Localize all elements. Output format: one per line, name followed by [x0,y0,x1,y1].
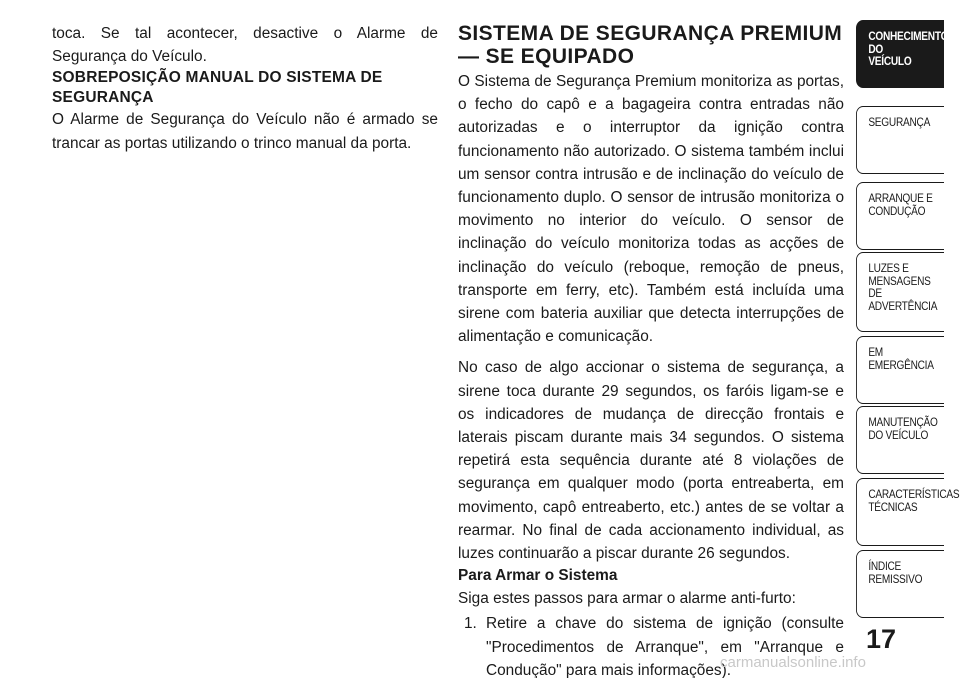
tab-label: MANUTENÇÃO DO VEÍCULO [868,417,938,442]
tab-em-emergencia[interactable] [856,336,944,404]
tab-manutencao-do-veiculo[interactable] [856,406,944,474]
page-number: 17 [865,624,897,654]
tab-label: SEGURANÇA [868,117,931,129]
chapter-sidebar [856,0,960,678]
tab-label: LUZES E MENSAGENS DE ADVERTÊNCIA [868,263,938,313]
right-column [458,22,844,678]
step-number: 1. [464,615,477,633]
arm-system-intro: Siga estes passos para armar o alarme anti-furto: [458,590,796,608]
tab-label: CONHECIMENTO DO VEÍCULO [868,31,949,68]
continuation-paragraph: toca. Se tal acontecer, desactive o Alarme de Segurança do Veículo. [52,25,438,66]
tab-arranque-e-conducao[interactable] [856,182,944,250]
tab-caracteristicas-tecnicas[interactable] [856,478,960,546]
tab-seguranca[interactable] [856,106,944,174]
alarm-trigger-paragraph: No caso de algo accionar o sistema de segurança, a sirene toca durante 29 segundos, os faróis ligam-se e os indicadores de mudança de direcção frontais e laterais piscam durante mais 34 segundos. O sistema repetirá esta sequência durante até 8 violações de segurança em qualquer modo (porta entreaberta, em movimento, capô entreaberto, etc.) antes de se voltar a rearmar. No final de cada accionamento individual, as luzes continuarão a piscar durante 26 segundos. [458,359,844,563]
tab-label: CARACTERÍSTICAS TÉCNICAS [868,489,960,514]
premium-security-title: SISTEMA DE SEGURANÇA PREMIUM — SE EQUIPADO [458,22,843,68]
tab-conhecimento-do-veiculo[interactable] [856,20,949,88]
premium-security-paragraph: O Sistema de Segurança Premium monitoriza as portas, o fecho do capô e a bagageira contra entradas não autorizadas e o interruptor da ignição contra funcionamento não autorizado. O sistema também inclui um sensor contra intrusão e de inclinação do veículo de funcionamento duplo. O sensor de intrusão monitoriza o movimento no interior do veículo. O sensor de inclinação do veículo monitoriza todas as acções de inclinação do veículo (reboque, remoção de pneus, transporte em ferry, etc). Também está incluída uma sirene com bateria auxiliar que detecta interrupções de alimentação e comunicação. [458,73,844,346]
tab-label: ARRANQUE E CONDUÇÃO [868,193,933,218]
arm-system-subheading: Para Armar o Sistema [458,567,618,585]
tab-label: ÍNDICE REMISSIVO [868,561,923,586]
step-text: Retire a chave do sistema de ignição (consulte "Procedimentos de Arranque", em "Arranque e Condução" para mais informações). [486,615,844,678]
left-column [52,22,438,155]
watermark: carmanualsonline.info [720,654,866,671]
manual-override-heading: SOBREPOSIÇÃO MANUAL DO SISTEMA DE SEGURANÇA [52,69,383,107]
manual-override-paragraph: O Alarme de Segurança do Veículo não é armado se trancar as portas utilizando o trinco manual da porta. [52,111,438,152]
tab-label: EM EMERGÊNCIA [868,347,934,372]
tab-indice-remissivo[interactable] [856,550,944,618]
tab-luzes-e-mensagens[interactable] [856,252,944,332]
